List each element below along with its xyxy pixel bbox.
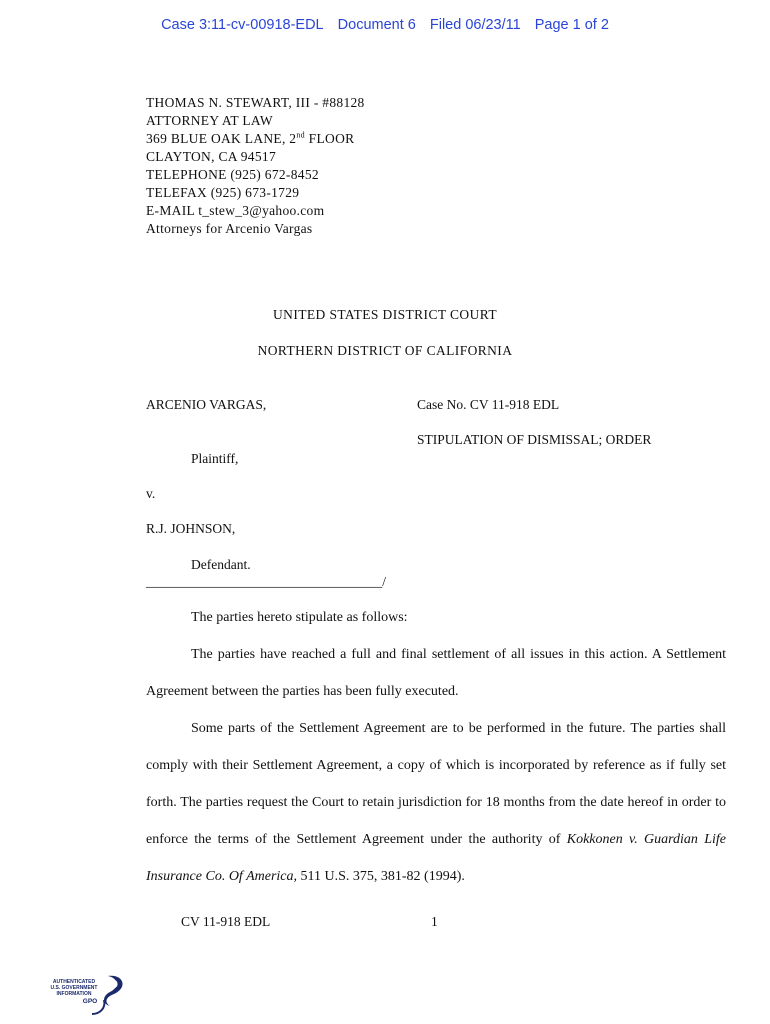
case-citation-italic: Kokkonen v. Guardian Life Insurance Co. Of America, xyxy=(146,832,726,884)
svg-text:GPO: GPO xyxy=(82,998,98,1005)
attorney-city: CLAYTON, CA 94517 xyxy=(146,149,276,164)
plaintiff-name: ARCENIO VARGAS, xyxy=(146,397,267,412)
footer-case-ref: CV 11-918 EDL xyxy=(181,914,271,929)
svg-text:AUTHENTICATED: AUTHENTICATED xyxy=(52,979,96,985)
paragraph-jurisdiction: Some parts of the Settlement Agreement are to be performed in the future. The parties shall comply with their Settlement Agreement, a copy of which is incorporated by reference as if fully set forth. The parties request the Court to retain jurisdiction for 18 months from the date hereof in order to enforce the terms of the Settlement Agreement under the authority of Kokkonen v. Guardian Life Insurance Co. Of America, 511 U.S. 375, 381-82 (1994). xyxy=(146,721,726,884)
filing-stamp-header xyxy=(0,17,770,33)
gpo-authentication-seal-icon xyxy=(44,972,130,1016)
defendant-role: Defendant. xyxy=(191,557,251,572)
attorney-telephone: TELEPHONE (925) 672-8452 xyxy=(146,167,319,182)
stamp-page-count: Page 1 of 2 xyxy=(534,17,609,33)
caption-divider: ___________________________________/ xyxy=(146,574,387,589)
defendant-name: R.J. JOHNSON, xyxy=(146,521,236,536)
attorney-address: 369 BLUE OAK LANE, 2nd FLOOR xyxy=(146,130,355,146)
attorney-block xyxy=(146,94,365,238)
document-title: STIPULATION OF DISMISSAL; ORDER xyxy=(417,432,652,447)
court-district: NORTHERN DISTRICT OF CALIFORNIA xyxy=(257,343,513,358)
case-number: Case No. CV 11-918 EDL xyxy=(417,397,560,412)
attorney-represents: Attorneys for Arcenio Vargas xyxy=(146,221,313,236)
svg-text:U.S. GOVERNMENT: U.S. GOVERNMENT xyxy=(50,985,98,991)
stamp-filed-date: Filed 06/23/11 xyxy=(429,17,521,33)
versus: v. xyxy=(146,486,156,501)
attorney-title: ATTORNEY AT LAW xyxy=(146,113,273,128)
attorney-email: E-MAIL t_stew_3@yahoo.com xyxy=(146,203,325,218)
paragraph-intro: The parties hereto stipulate as follows: xyxy=(191,610,408,625)
plaintiff-role: Plaintiff, xyxy=(191,451,239,466)
paragraph-settlement: The parties have reached a full and final settlement of all issues in this action. A Settlement Agreement between the parties has been fully executed. xyxy=(146,647,726,699)
stipulation-body xyxy=(146,599,726,895)
attorney-name: THOMAS N. STEWART, III - #88128 xyxy=(146,95,365,110)
stamp-document-number: Document 6 xyxy=(337,17,416,33)
attorney-telefax: TELEFAX (925) 673-1729 xyxy=(146,185,300,200)
court-name: UNITED STATES DISTRICT COURT xyxy=(273,307,497,322)
stamp-case-number: Case 3:11-cv-00918-EDL xyxy=(161,17,324,33)
footer-page-number: 1 xyxy=(431,914,438,929)
svg-text:INFORMATION: INFORMATION xyxy=(56,991,92,997)
